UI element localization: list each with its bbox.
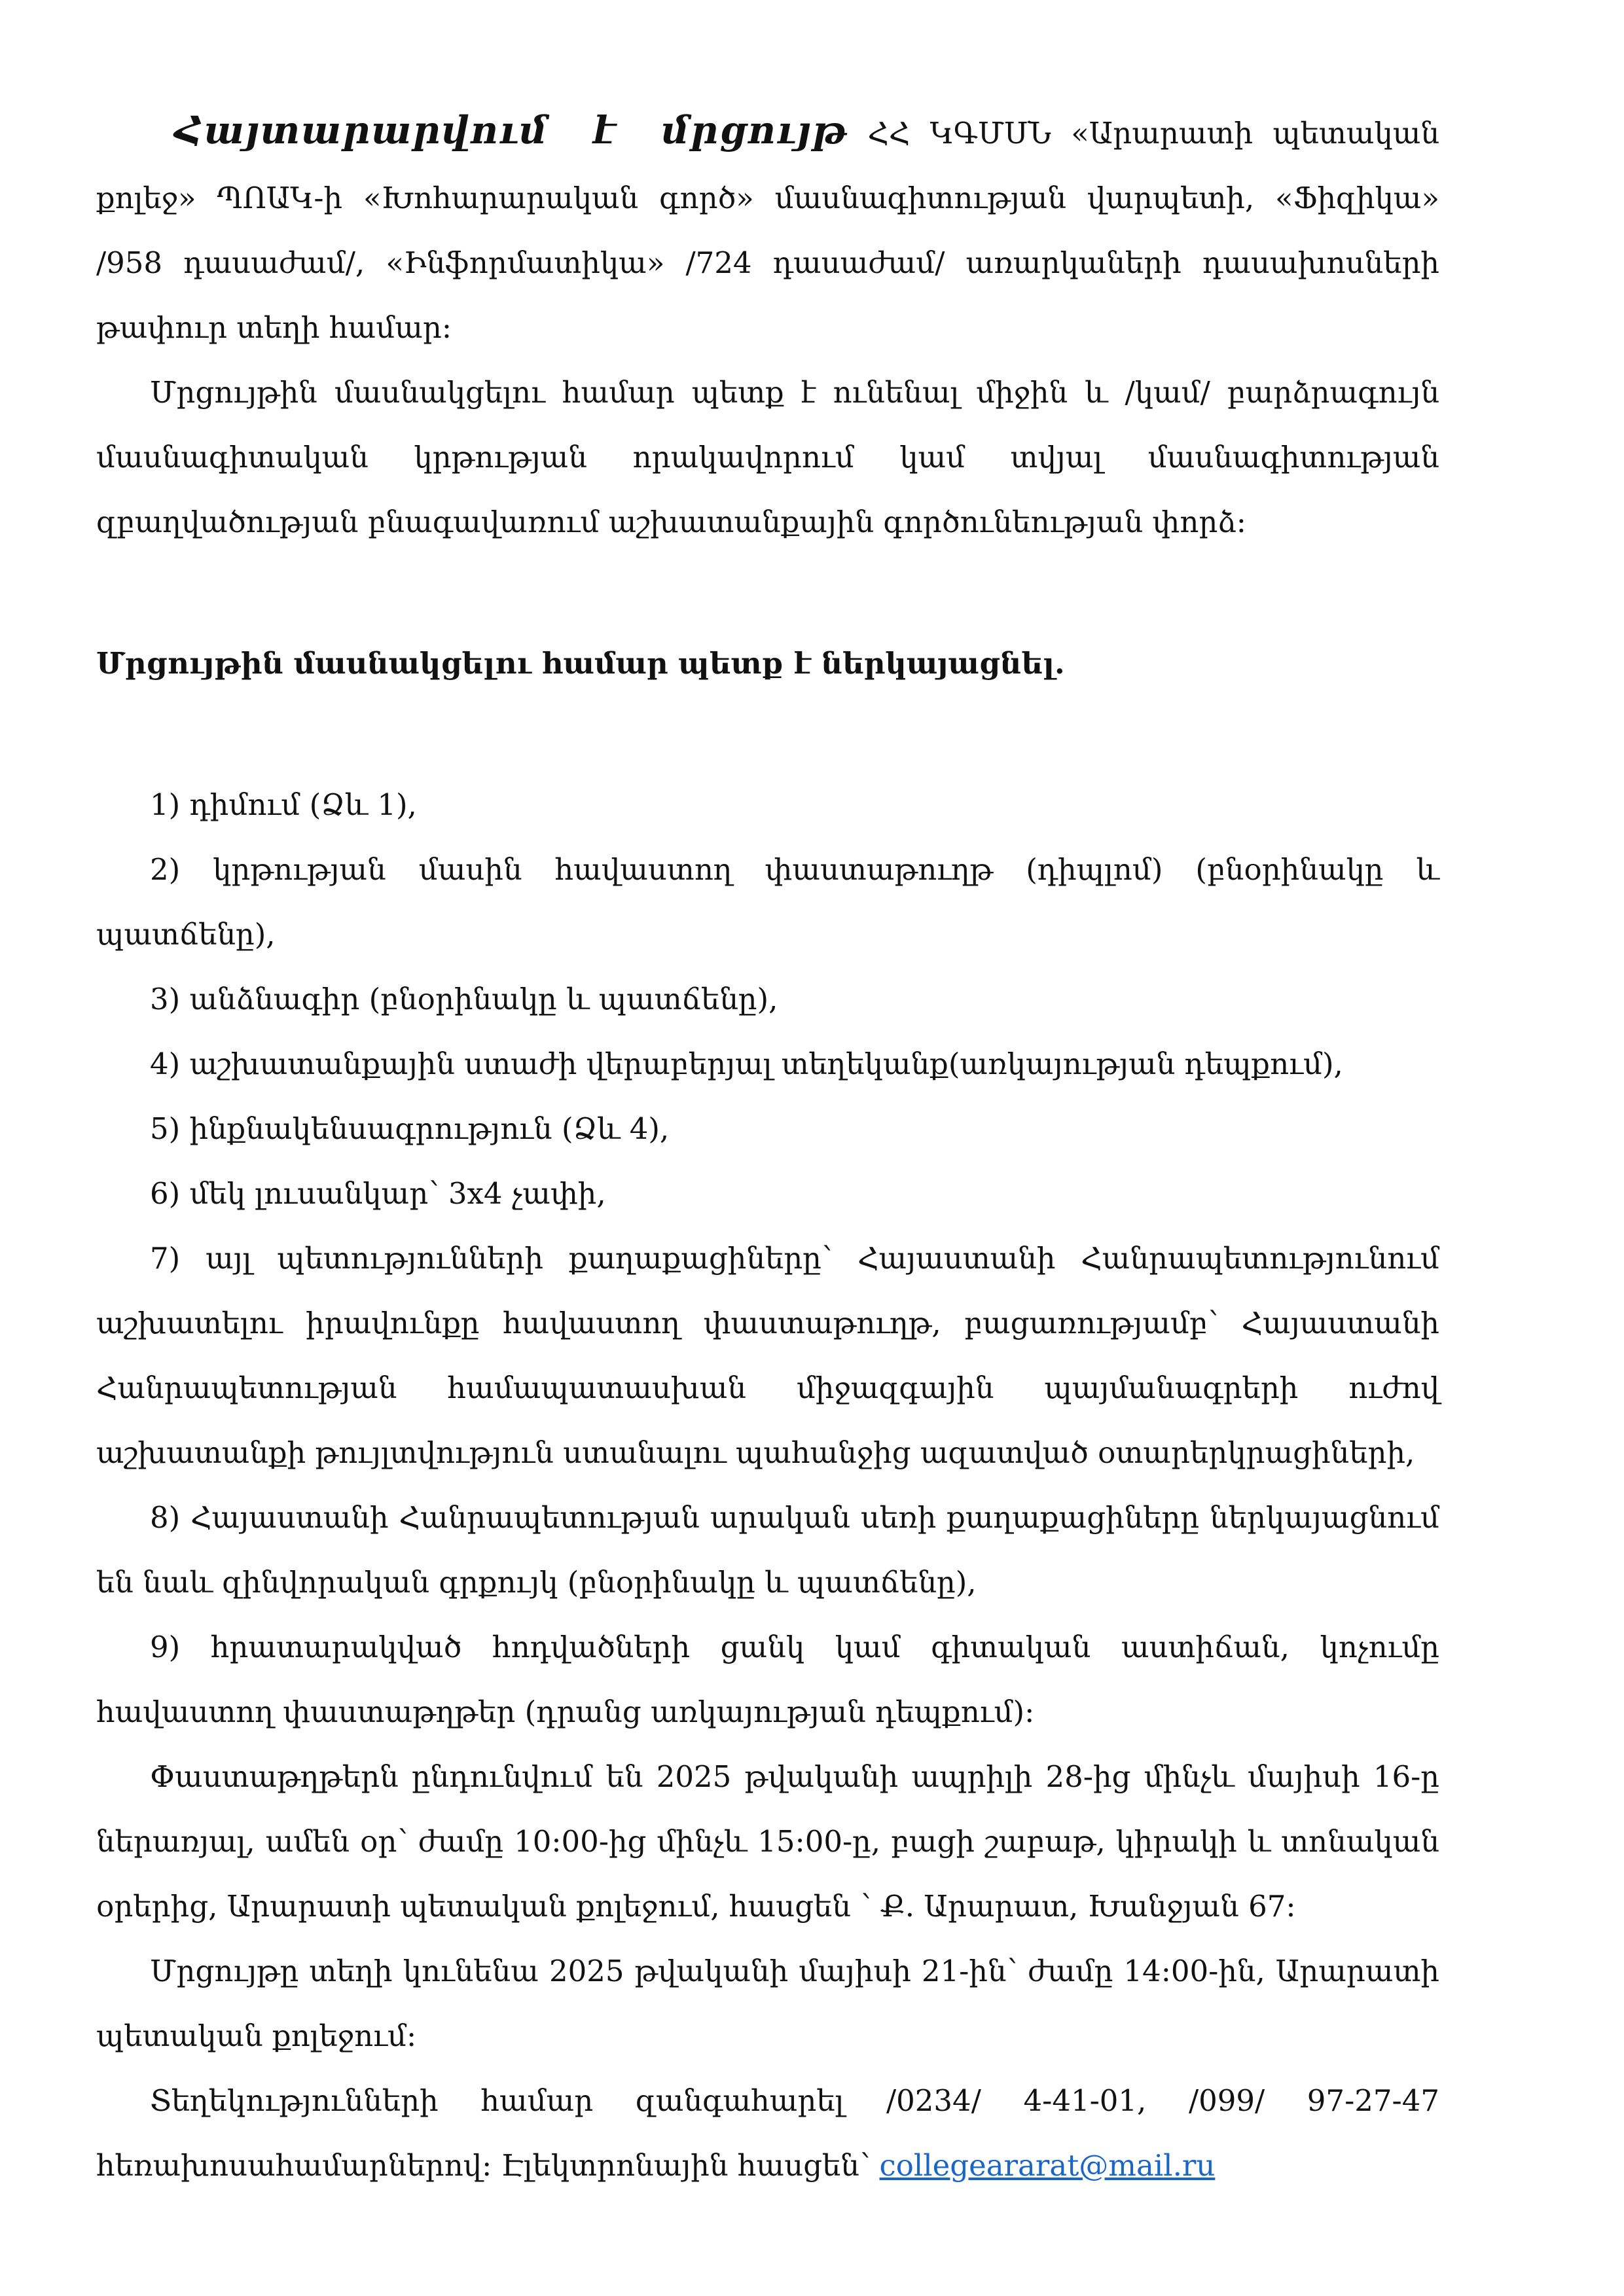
required-documents-list <box>96 772 1439 1744</box>
requirements-paragraph: Մրցույթին մասնակցելու համար պետք է ունենալ միջին և /կամ/ բարձրագույն մասնագիտական կրթության որակավորում կամ տվյալ մասնագիտության զբաղվածության բնագավառում աշխատանքային գործունեության փորձ: <box>96 375 1439 539</box>
document-page <box>96 98 1439 2198</box>
contact-paragraph <box>96 2068 1439 2198</box>
section-heading: Մրցույթին մասնակցելու համար պետք է ներկայացնել. <box>96 646 1065 681</box>
contact-text: Տեղեկությունների համար զանգահարել /0234/ 4-41-01, /099/ 97-27-47 հեռախոսահամարներով: Էլեկտրոնային հասցեն՝ <box>96 2083 1439 2183</box>
competition-date-paragraph: Մրցույթը տեղի կունենա 2025 թվականի մայիսի 21-ին՝ ժամը 14:00-ին, Արարատի պետական քոլեջում: <box>96 1954 1439 2053</box>
list-item: 1) դիմում (Ձև 1), <box>150 787 417 822</box>
list-item: 4) աշխատանքային ստաժի վերաբերյալ տեղեկանք(առկայության դեպքում), <box>150 1047 1343 1081</box>
email-link[interactable]: collegeararat@mail.ru <box>879 2148 1216 2183</box>
intro-text: ՀՀ ԿԳՄՍՆ «Արարատի պետական քոլեջ» ՊՈԱԿ-ի «Խոհարարական գործ» մասնագիտության վարպետի, «Ֆիզիկա» /958 դասաժամ/, «Ինֆորմատիկա» /724 դասաժամ/ առարկաների դասախոսների թափուր տեղի համար: <box>96 116 1440 345</box>
list-item: 2) կրթության մասին հավաստող փաստաթուղթ (դիպլոմ) (բնօրինակը և պատճենը), <box>96 852 1439 952</box>
list-item: 7) այլ պետությունների քաղաքացիները՝ Հայաստանի Հանրապետությունում աշխատելու իրավունքը հավաստող փաստաթուղթ, բացառությամբ՝ Հայաստանի Հանրապետության համապատասխան միջազգային պայմանագրերի ուժով աշխատանքի թույլտվություն ստանալու պահանջից ազատված օտարերկրացիների, <box>96 1241 1439 1470</box>
documents-acceptance-paragraph: Փաստաթղթերն ընդունվում են 2025 թվականի ապրիլի 28-ից մինչև մայիսի 16-ը ներառյալ, ամեն օր՝ ժամը 10:00-ից մինչև 15:00-ը, բացի շաբաթ, կիրակի և տոնական օրերից, Արարատի պետական քոլեջում, հասցեն ՝ Ք. Արարատ, Խանջյան 67: <box>96 1759 1439 1924</box>
list-item: 3) անձնագիր (բնօրինակը և պատճենը), <box>150 982 778 1016</box>
announcement-title: Հայտարարվում է մրցույթ <box>175 108 848 152</box>
intro-paragraph <box>96 98 1439 360</box>
list-item: 5) ինքնակենսագրություն (Ձև 4), <box>150 1111 670 1146</box>
list-item: 9) հրատարակված հոդվածների ցանկ կամ գիտական աստիճան, կոչումը հավաստող փաստաթղթեր (դրանց առկայության դեպքում): <box>96 1630 1439 1729</box>
list-item: 8) Հայաստանի Հանրապետության արական սեռի քաղաքացիները ներկայացնում են նաև զինվորական գրքույկ (բնօրինակը և պատճենը), <box>96 1500 1439 1600</box>
list-item: 6) մեկ լուսանկար՝ 3x4 չափի, <box>150 1176 606 1211</box>
